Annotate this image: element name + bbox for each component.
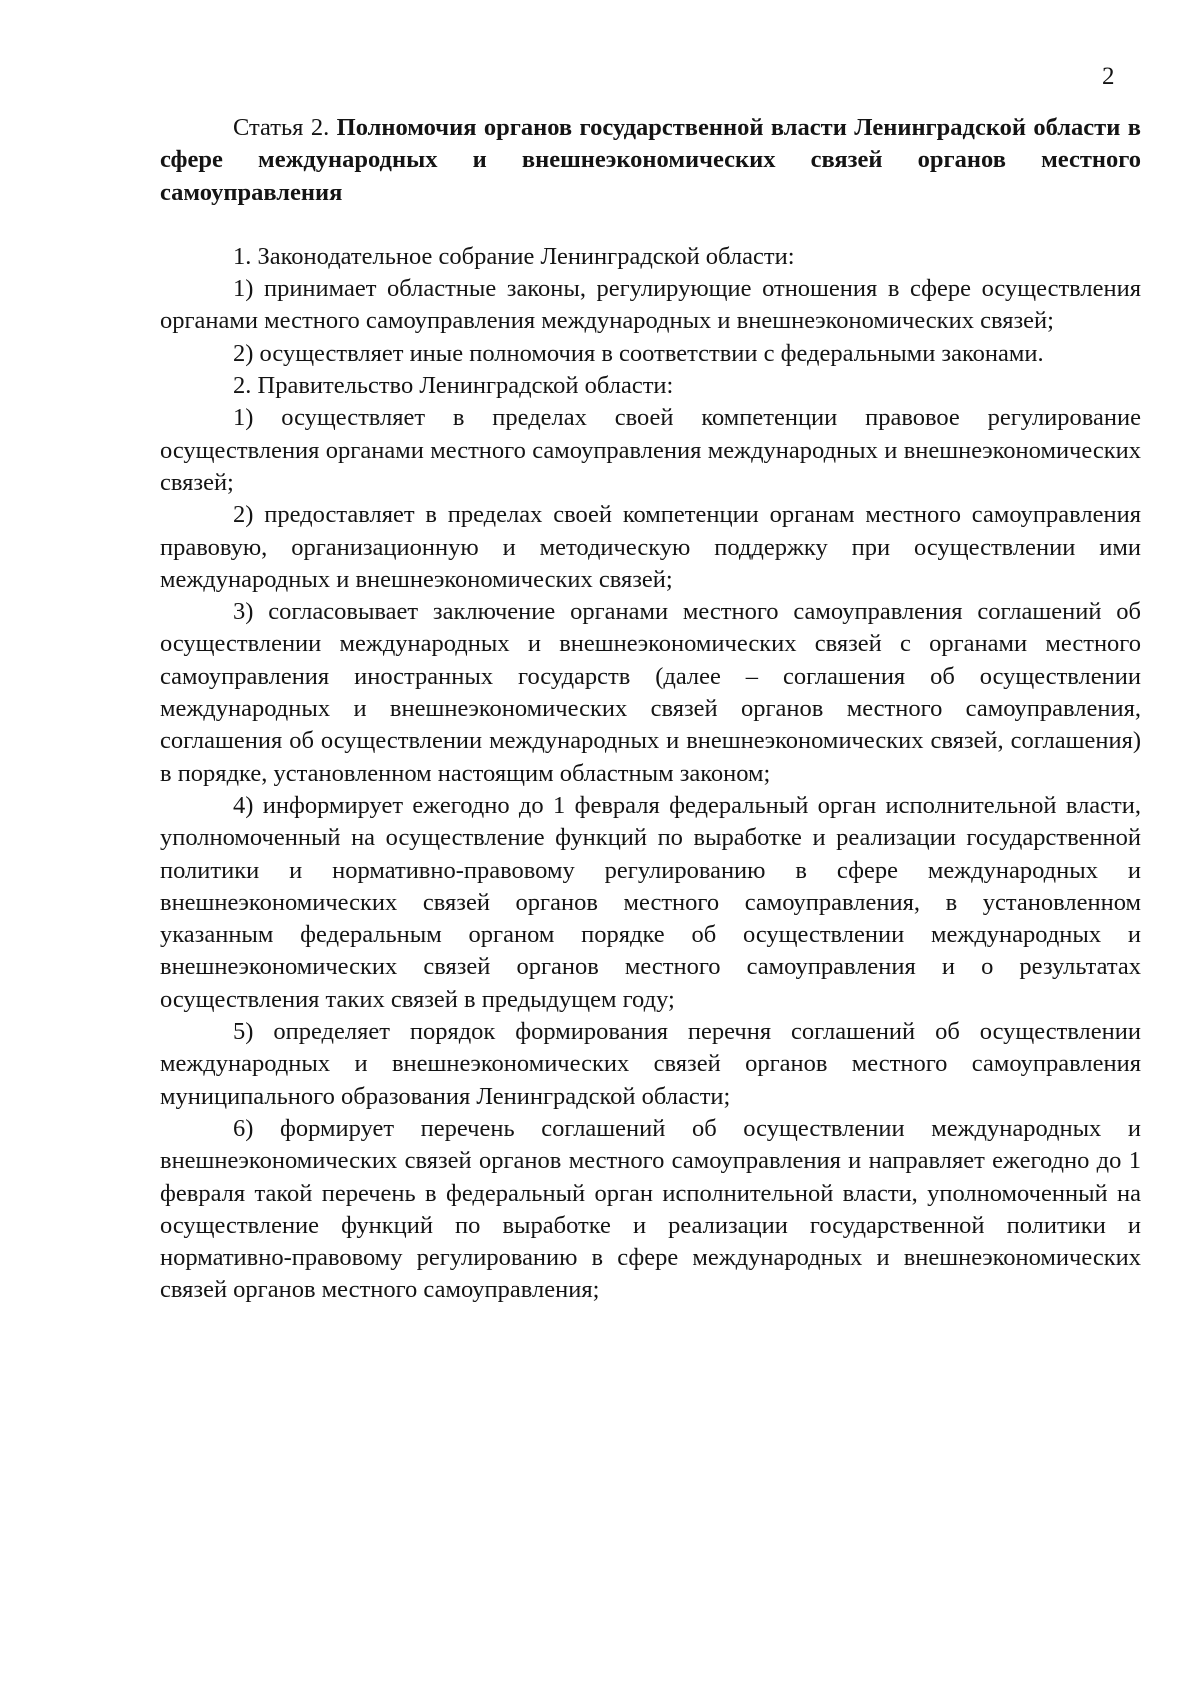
paragraph-government-item-6: 6) формирует перечень соглашений об осуществлении международных и внешнеэкономических связей органов местного самоуправления и направляет ежегодно до 1 февраля такой перечень в федеральный орган исполнительной власти, уполномоченный на осуществление функций по выработке и реализации государственной политики и нормативно-правовому регулированию в сфере международных и внешнеэкономических связей органов местного самоуправления; <box>160 1114 1141 1304</box>
article-title: Полномочия органов государственной власти Ленинградской области в сфере международных и внешнеэкономических связей органов местного самоуправления <box>160 114 1141 206</box>
document-body <box>160 112 1141 1307</box>
article-number: Статья 2. <box>233 114 337 141</box>
page-number: 2 <box>1102 63 1115 90</box>
paragraph-assembly-item-1: 1) принимает областные законы, регулирующие отношения в сфере осуществления органами местного самоуправления международных и внешнеэкономических связей; <box>160 275 1141 335</box>
paragraph-government-item-1: 1) осуществляет в пределах своей компетенции правовое регулирование осуществления органами местного самоуправления международных и внешнеэкономических связей; <box>160 404 1141 496</box>
paragraph-government-item-2: 2) предоставляет в пределах своей компетенции органам местного самоуправления правовую, организационную и методическую поддержку при осуществлении ими международных и внешнеэкономических связей; <box>160 501 1141 593</box>
paragraph-assembly-item-2: 2) осуществляет иные полномочия в соответствии с федеральными законами. <box>233 339 1044 367</box>
paragraph-government-item-5: 5) определяет порядок формирования перечня соглашений об осуществлении международных и внешнеэкономических связей органов местного самоуправления муниципального образования Ленинградской области; <box>160 1018 1141 1110</box>
article-heading <box>160 112 1141 209</box>
paragraph-government: 2. Правительство Ленинградской области: <box>233 372 674 400</box>
paragraph-government-item-4: 4) информирует ежегодно до 1 февраля федеральный орган исполнительной власти, уполномоченный на осуществление функций по выработке и реализации государственной политики и нормативно-правовому регулированию в сфере международных и внешнеэкономических связей органов местного самоуправления, в установленном указанным федеральным органом порядке об осуществлении международных и внешнеэкономических связей органов местного самоуправления и о результатах осуществления таких связей в предыдущем году; <box>160 791 1141 1013</box>
paragraph-legislative-assembly: 1. Законодательное собрание Ленинградской области: <box>233 242 795 270</box>
paragraph-government-item-3: 3) согласовывает заключение органами местного самоуправления соглашений об осуществлении международных и внешнеэкономических связей с органами местного самоуправления иностранных государств (далее – соглашения об осуществлении международных и внешнеэкономических связей органов местного самоуправления, соглашения об осуществлении международных и внешнеэкономических связей, соглашения) в порядке, установленном настоящим областным законом; <box>160 598 1141 787</box>
